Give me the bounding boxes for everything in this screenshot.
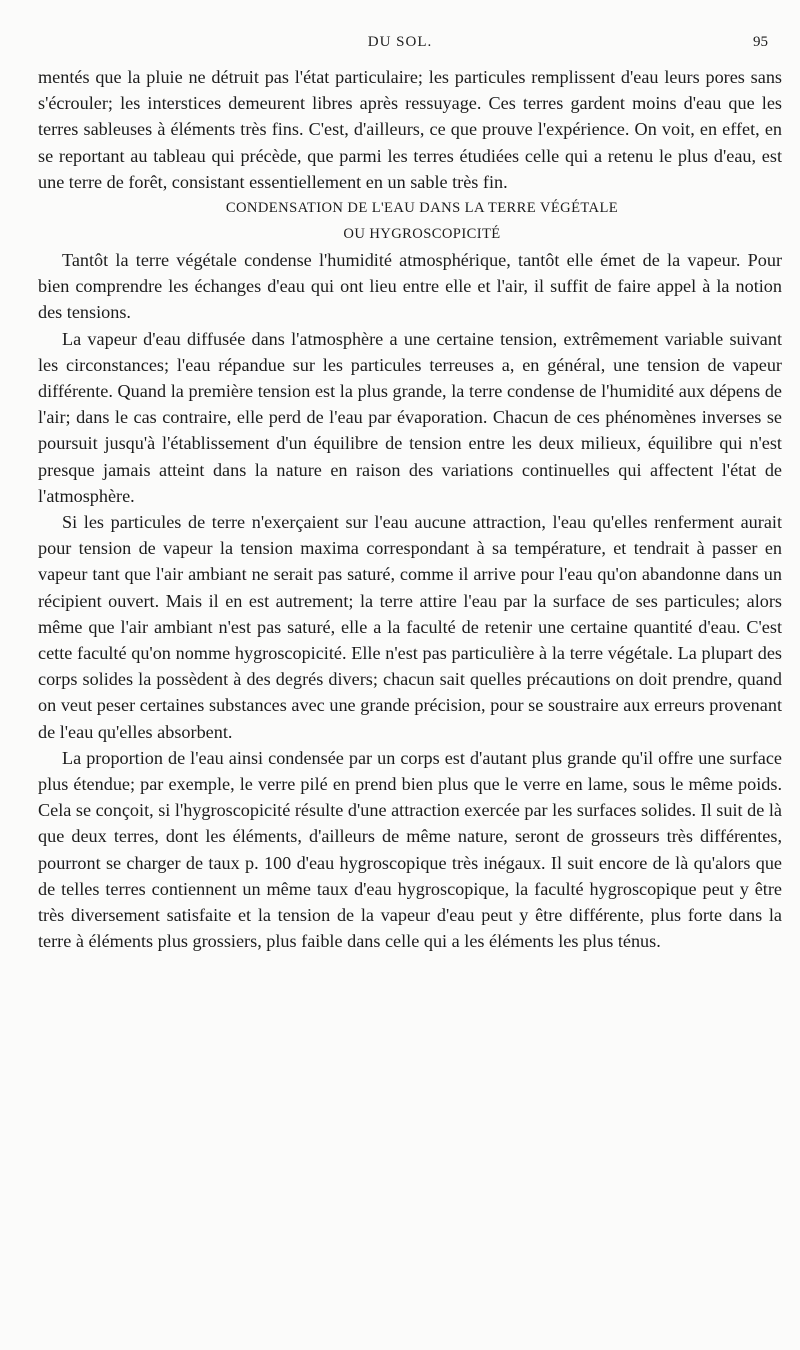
body-text bbox=[38, 64, 782, 955]
paragraph-vapour-tension: La vapeur d'eau diffusée dans l'atmosphère a une certaine tension, extrêmement variable suivant les circonstances; l'eau répandue sur les particules terreuses a, en général, une tension de vapeur différente. Quand la première tension est la plus grande, la terre condense de l'humidité aux dépens de l'air; dans le cas contraire, elle perd de l'eau par évaporation. Chacun de ces phénomènes inverses se poursuit jusqu'à l'établissement d'un équilibre de tension entre les deux milieux, équilibre qui n'est presque jamais atteint dans la nature en raison des variations continuelles qui affectent l'état de l'atmosphère. bbox=[38, 328, 782, 506]
section-heading-line-2: OU HYGROSCOPICITÉ bbox=[343, 226, 501, 243]
section-heading-line-1: CONDENSATION DE L'EAU DANS LA TERRE VÉGÉTALE bbox=[225, 200, 619, 217]
page-number: 95 bbox=[753, 34, 768, 50]
running-title: DU SOL. bbox=[367, 34, 433, 50]
paragraph-surface-proportion: La proportion de l'eau ainsi condensée par un corps est d'autant plus grande qu'il offre une surface plus étendue; par exemple, le verre pilé en prend bien plus que le verre en lame, sous le même poids. Cela se conçoit, si l'hygroscopicité résulte d'une attraction exercée par les surfaces solides. Il suit de là que deux terres, dont les éléments, d'ailleurs de même nature, seront de grosseurs très différentes, pourront se charger de taux p. 100 d'eau hygroscopique très inégaux. Il suit encore de là qu'alors que de telles terres contiennent un même taux d'eau hygroscopique, la faculté hygroscopique peut y être très diversement satisfaite et la tension de la vapeur d'eau peut y être différente, plus forte dans la terre à éléments plus grossiers, plus faible dans celle qui a les éléments les plus ténus. bbox=[38, 747, 782, 952]
paragraph-attraction: Si les particules de terre n'exerçaient sur l'eau aucune attraction, l'eau qu'elles renferment aurait pour tension de vapeur la tension maxima correspondant à sa température, et tendrait à passer en vapeur tant que l'air ambiant ne serait pas saturé, comme il arrive pour l'eau qu'on abandonne dans un récipient ouvert. Mais il en est autrement; la terre attire l'eau par la surface de ses particules; alors même que l'air ambiant n'est pas saturé, elle a la faculté de retenir une certaine quantité d'eau. C'est cette faculté qu'on nomme hygroscopicité. Elle n'est pas particulière à la terre végétale. La plupart des corps solides la possèdent à des degrés divers; chacun sait quelles précautions on doit prendre, quand on veut peser certaines substances avec une grande précision, pour se soustraire aux erreurs provenant de l'eau qu'elles absorbent. bbox=[38, 512, 782, 742]
running-head bbox=[0, 34, 800, 58]
paragraph-continued: mentés que la pluie ne détruit pas l'état particulaire; les particules remplissent d'eau leurs pores sans s'écrouler; les interstices demeurent libres après ressuyage. Ces terres gardent moins d'eau que les terres sableuses à éléments très fins. C'est, d'ailleurs, ce que prouve l'expérience. On voit, en effet, en se reportant au tableau qui précède, que parmi les terres étudiées celle qui a retenu le plus d'eau, est une terre de forêt, consistant essentiellement en un sable très fin. bbox=[38, 67, 782, 192]
paragraph-intro-condensation: Tantôt la terre végétale condense l'humidité atmosphérique, tantôt elle émet de la vapeur. Pour bien comprendre les échanges d'eau qui ont lieu entre elle et l'air, il suffit de faire appel à la notion des tensions. bbox=[38, 250, 782, 323]
